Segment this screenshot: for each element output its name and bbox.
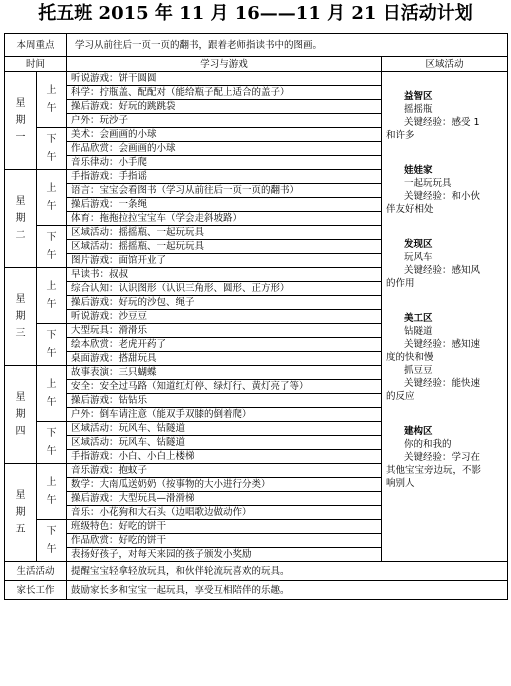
day-label-char: 五 (15, 524, 26, 535)
area-line: 其他宝宝旁边玩，不影 (386, 465, 482, 476)
day-label-char: 星 (15, 490, 26, 501)
activity-item: 区域活动：玩风车、钻隧道 (67, 422, 382, 436)
activity-item: 音乐游戏：抱蚊子 (67, 464, 382, 478)
activity-item: 手指游戏：手指谣 (67, 170, 382, 184)
area-line: 关键经验：感受 1 (404, 117, 480, 128)
area-line: 抓豆豆 (404, 365, 433, 376)
area-block (386, 90, 503, 142)
day-label-char: 星 (15, 196, 26, 207)
area-title: 发现区 (404, 239, 433, 250)
header-row (5, 57, 508, 72)
activity-item: 操后游戏：好玩的跳跳袋 (67, 100, 382, 114)
morning-label (37, 464, 67, 520)
day-label-char: 四 (15, 426, 26, 437)
period-label-char: 午 (46, 249, 57, 261)
period-label-char: 午 (46, 543, 57, 555)
activity-item: 美术：会画画的小球 (67, 128, 382, 142)
area-block (386, 312, 503, 403)
focus-row (5, 34, 508, 57)
activity-item: 图片游戏：面馆开业了 (67, 254, 382, 268)
period-label-char: 午 (46, 200, 57, 212)
activity-item: 科学：拧瓶盖、配配对（能给瓶子配上适合的盖子） (67, 86, 382, 100)
activity-item: 操后游戏：钻钻乐 (67, 394, 382, 408)
afternoon-label (37, 324, 67, 366)
activity-plan-table (4, 33, 508, 600)
area-line: 摇摇瓶 (404, 104, 433, 115)
activity-item: 绘本欣赏：老虎开药了 (67, 338, 382, 352)
afternoon-label (37, 128, 67, 170)
day-label-char: 期 (15, 213, 26, 224)
activity-item: 户外：玩沙子 (67, 114, 382, 128)
morning-label (37, 366, 67, 422)
focus-label: 本周重点 (5, 34, 67, 57)
activity-item: 操后游戏：一条绳 (67, 198, 382, 212)
area-line: 伴友好相处 (386, 204, 434, 215)
day-label (5, 170, 37, 268)
period-label-char: 午 (46, 102, 57, 114)
area-block (386, 425, 503, 490)
activity-item: 班级特色：好吃的饼干 (67, 520, 382, 534)
afternoon-label (37, 226, 67, 268)
period-label-char: 午 (46, 494, 57, 506)
header-study: 学习与游戏 (67, 57, 382, 72)
area-line: 玩风车 (404, 252, 433, 263)
area-line: 钻隧道 (404, 326, 433, 337)
parent-work-row (5, 581, 508, 600)
afternoon-label (37, 520, 67, 562)
activity-item: 大型玩具：滑滑乐 (67, 324, 382, 338)
activity-item: 听说游戏：沙豆豆 (67, 310, 382, 324)
area-activities-cell (382, 72, 508, 562)
life-text: 提醒宝宝轻拿轻放玩具，和伙伴轮流玩喜欢的玩具。 (67, 562, 508, 581)
area-line: 关键经验：和小伙 (404, 191, 481, 202)
period-label-char: 下 (46, 525, 57, 537)
day-label-char: 星 (15, 392, 26, 403)
table-row (5, 72, 508, 86)
period-label-char: 上 (46, 280, 57, 292)
afternoon-label (37, 422, 67, 464)
area-block (386, 238, 503, 290)
area-line: 一起玩玩具 (404, 178, 452, 189)
area-line: 的反应 (386, 391, 415, 402)
morning-label (37, 72, 67, 128)
activity-item: 作品欣赏：会画画的小球 (67, 142, 382, 156)
parent-label: 家长工作 (5, 581, 67, 600)
activity-item: 操后游戏：好玩的沙包、绳子 (67, 296, 382, 310)
area-title: 美工区 (404, 313, 433, 324)
day-label-char: 三 (15, 328, 26, 339)
activity-item: 故事表演：三只蝴蝶 (67, 366, 382, 380)
page-title: 托五班 2015 年 11 月 16——11 月 21 日活动计划 (38, 3, 473, 24)
day-label-char: 二 (15, 230, 26, 241)
day-label-char: 期 (15, 115, 26, 126)
day-label-char: 期 (15, 507, 26, 518)
activity-item: 音乐律动：小手爬 (67, 156, 382, 170)
day-label-char: 期 (15, 409, 26, 420)
activity-item: 操后游戏：大型玩具—滑滑梯 (67, 492, 382, 506)
period-label-char: 下 (46, 427, 57, 439)
activity-item: 听说游戏：饼干圆圆 (67, 72, 382, 86)
day-label (5, 72, 37, 170)
life-activities-row (5, 562, 508, 581)
area-line: 关键经验：学习在 (404, 452, 481, 463)
header-area: 区域活动 (382, 57, 508, 72)
period-label-char: 下 (46, 329, 57, 341)
life-label: 生活活动 (5, 562, 67, 581)
day-label-char: 星 (15, 294, 26, 305)
morning-label (37, 268, 67, 324)
area-block (386, 164, 503, 216)
activity-item: 数学：大南瓜送奶奶（按事物的大小进行分类） (67, 478, 382, 492)
day-label (5, 464, 37, 562)
day-label-char: 一 (15, 132, 26, 143)
activity-item: 区域活动：玩风车、钻隧道 (67, 436, 382, 450)
activity-item: 安全：安全过马路（知道红灯停、绿灯行、黄灯亮了等） (67, 380, 382, 394)
day-label (5, 366, 37, 464)
period-label-char: 午 (46, 445, 57, 457)
area-line: 响别人 (386, 478, 415, 489)
area-line: 的作用 (386, 278, 415, 289)
area-line: 和许多 (386, 130, 415, 141)
area-line: 关键经验：感知风 (404, 265, 481, 276)
morning-label (37, 170, 67, 226)
activity-item: 作品欣赏：好吃的饼干 (67, 534, 382, 548)
activity-item: 语言：宝宝会看图书（学习从前往后一页一页的翻书） (67, 184, 382, 198)
period-label-char: 上 (46, 378, 57, 390)
activity-item: 表扬好孩子，对每天来园的孩子颁发小奖励 (67, 548, 382, 562)
activity-item: 桌面游戏：搭甜玩具 (67, 352, 382, 366)
period-label-char: 午 (46, 347, 57, 359)
period-label-char: 上 (46, 182, 57, 194)
day-label-char: 星 (15, 98, 26, 109)
period-label-char: 午 (46, 298, 57, 310)
activity-item: 综合认知：认识图形（认识三角形、圆形、正方形） (67, 282, 382, 296)
area-line: 你的和我的 (404, 439, 452, 450)
area-title: 娃娃家 (404, 165, 433, 176)
period-label-char: 上 (46, 84, 57, 96)
period-label-char: 午 (46, 151, 57, 163)
parent-text: 鼓励家长多和宝宝一起玩具，享受互相陪伴的乐趣。 (67, 581, 508, 600)
header-time: 时间 (5, 57, 67, 72)
area-line: 度的快和慢 (386, 352, 434, 363)
area-title: 建构区 (404, 426, 433, 437)
period-label-char: 下 (46, 133, 57, 145)
activity-item: 手指游戏：小白、小白上楼梯 (67, 450, 382, 464)
area-line: 关键经验：能快速 (404, 378, 481, 389)
activity-item: 区域活动：摇摇瓶、一起玩玩具 (67, 226, 382, 240)
period-label-char: 上 (46, 476, 57, 488)
area-line: 关键经验：感知速 (404, 339, 481, 350)
area-title: 益智区 (404, 91, 433, 102)
day-label (5, 268, 37, 366)
focus-text: 学习从前往后一页一页的翻书，跟着老师指读书中的图画。 (67, 34, 508, 57)
activity-item: 音乐：小花狗和大石头（边唱歌边做动作） (67, 506, 382, 520)
activity-item: 早读书：叔叔 (67, 268, 382, 282)
period-label-char: 下 (46, 231, 57, 243)
period-label-char: 午 (46, 396, 57, 408)
activity-item: 区域活动：摇摇瓶、一起玩玩具 (67, 240, 382, 254)
activity-item: 户外：倒车请注意（能双手双膝的倒着爬） (67, 408, 382, 422)
day-label-char: 期 (15, 311, 26, 322)
activity-item: 体育：拖拖拉拉宝宝车（学会走斜坡路） (67, 212, 382, 226)
